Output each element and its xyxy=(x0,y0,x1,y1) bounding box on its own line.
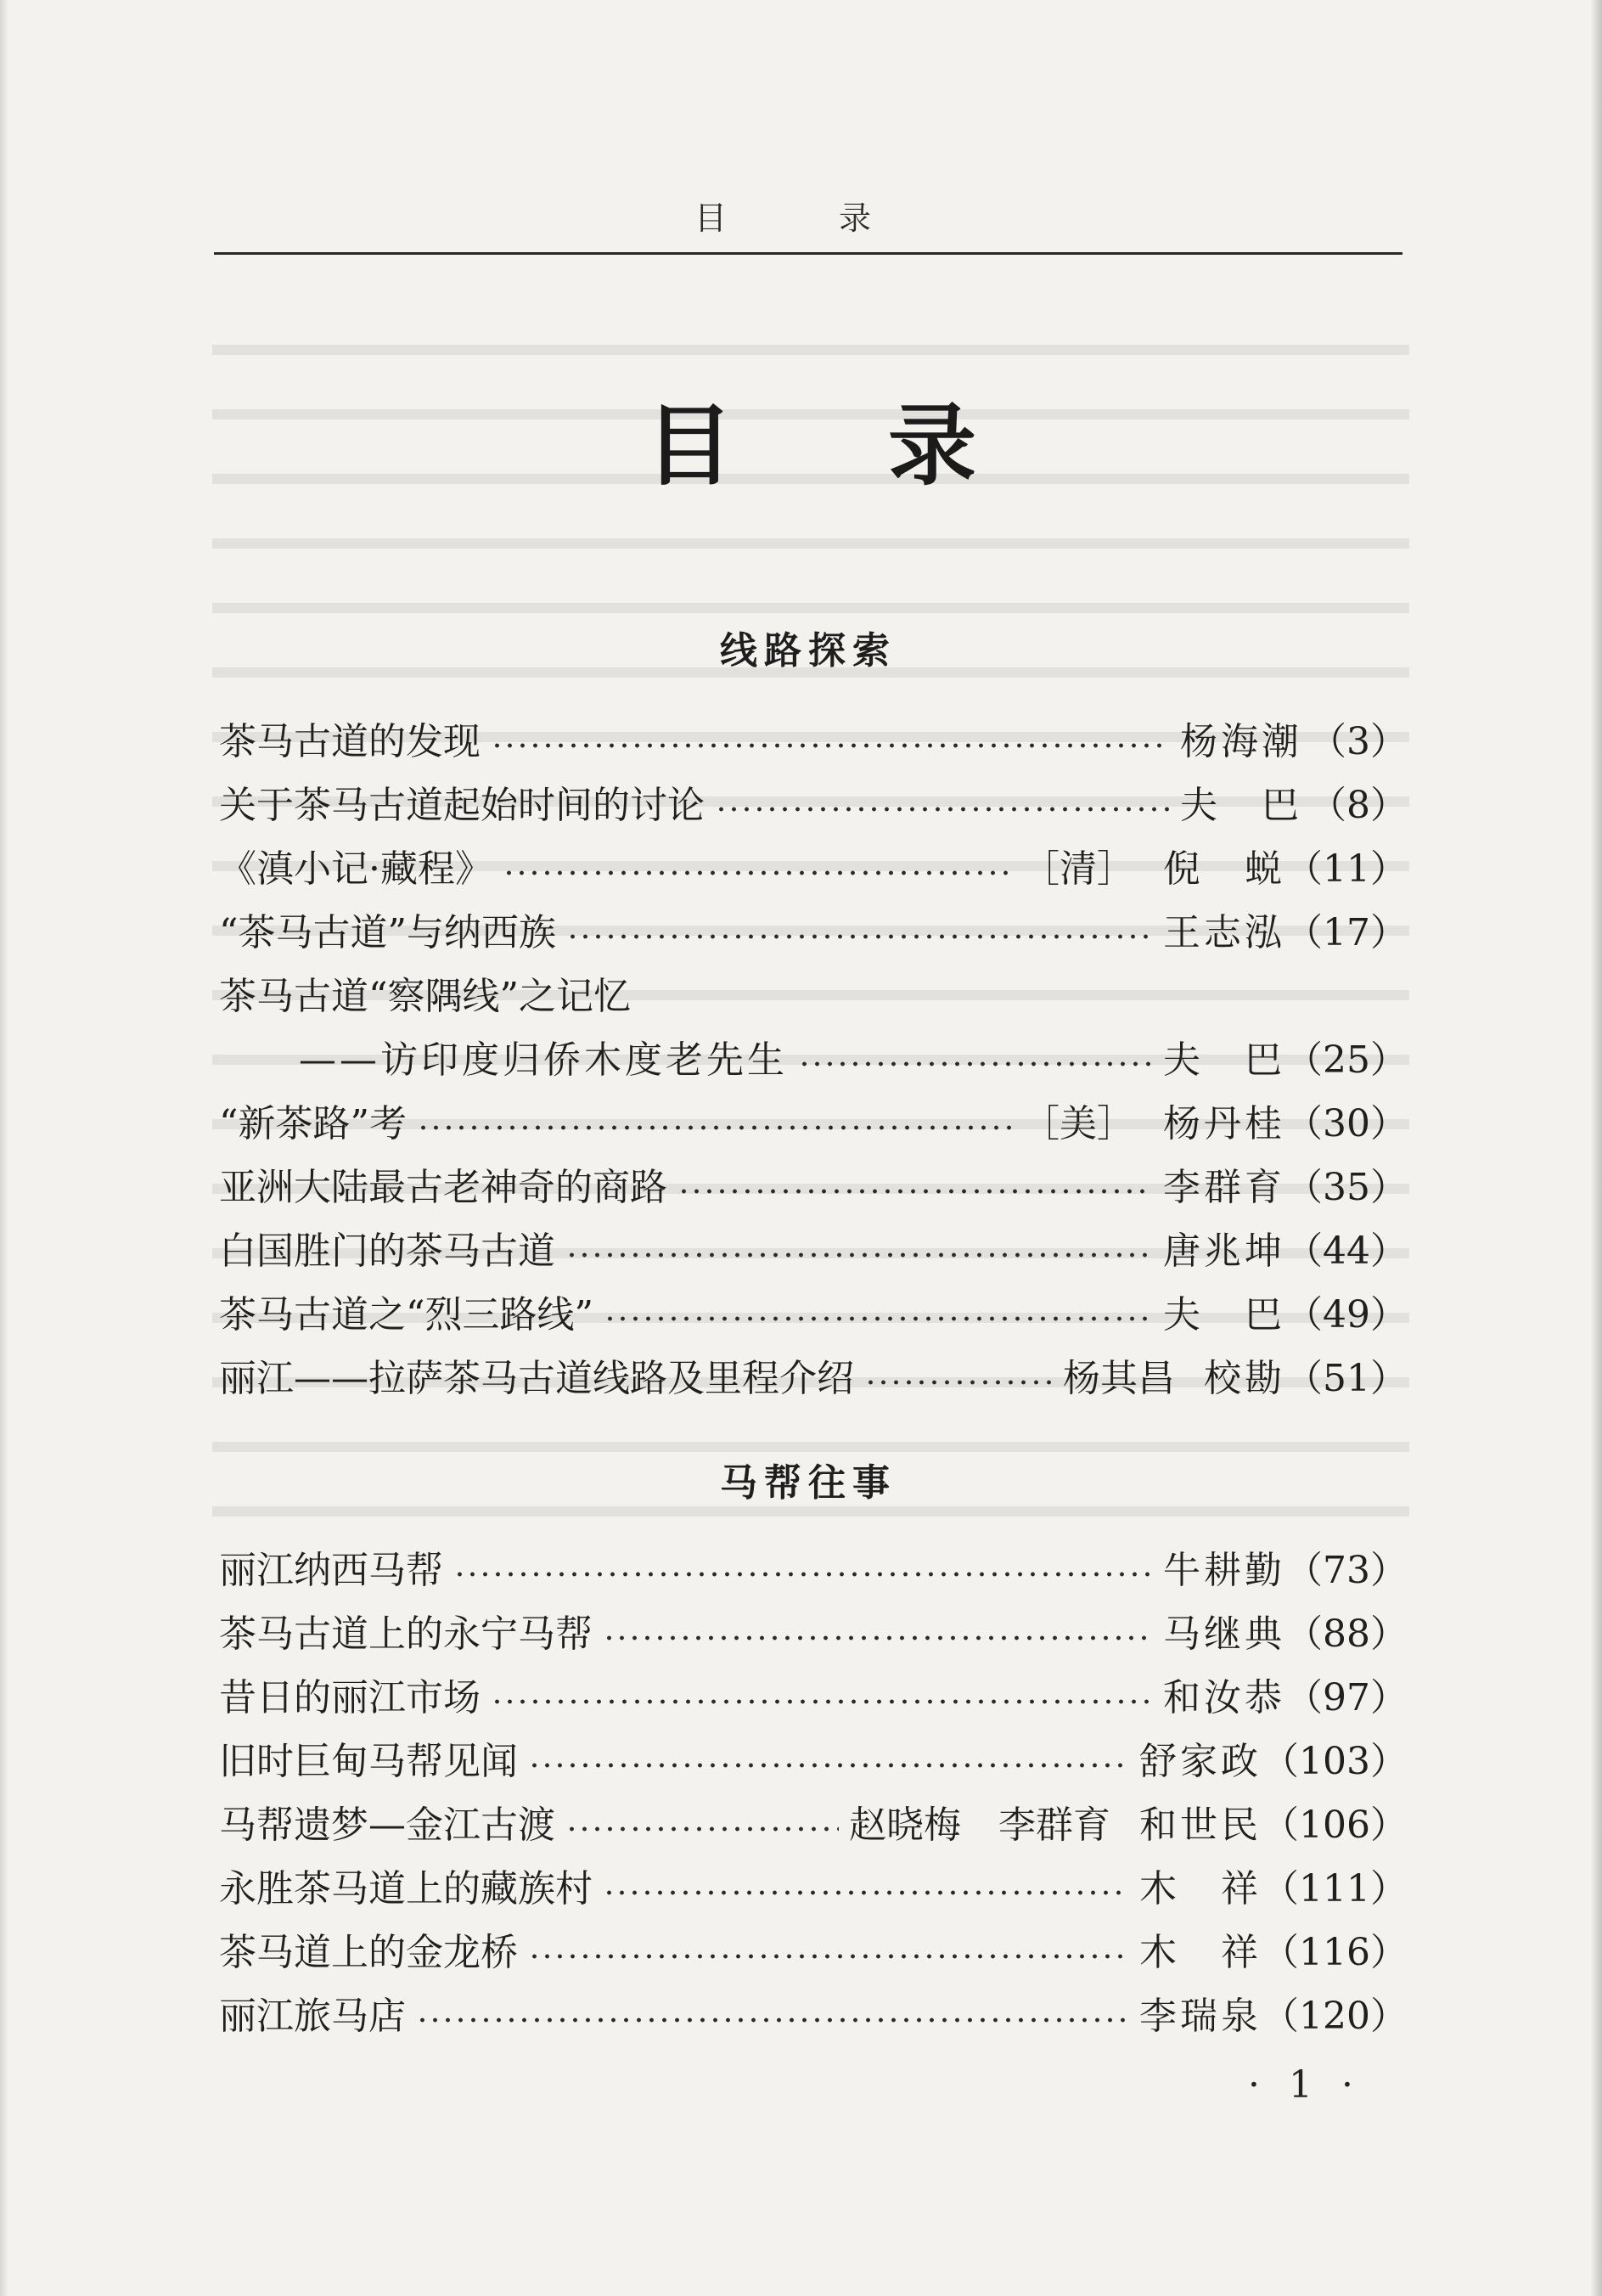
toc-entry-title: 茶马古道上的永宁马帮 xyxy=(219,1612,593,1656)
toc-entry-author: 夫 巴 xyxy=(1163,1038,1285,1082)
toc-entry-page: （120） xyxy=(1262,1995,1408,2038)
toc-entry-page: （103） xyxy=(1262,1740,1408,1783)
toc-entry-author: 舒家政 xyxy=(1139,1740,1262,1783)
toc-entry[interactable] xyxy=(219,1290,1408,1341)
dot-leader xyxy=(417,1119,1012,1136)
toc-entry-title: 关于茶马古道起始时间的讨论 xyxy=(219,784,705,827)
dot-leader xyxy=(453,1566,1153,1583)
toc-entry-author: 杨海潮 xyxy=(1180,720,1302,763)
toc-entry-page: （8） xyxy=(1309,784,1408,827)
scan-edge-left xyxy=(0,0,8,2296)
toc-entry-page: （106） xyxy=(1262,1804,1408,1847)
page-title-char-1: 目 xyxy=(645,394,734,498)
toc-entry-title: 白国胜门的茶马古道 xyxy=(219,1230,555,1273)
toc-entry-page: （51） xyxy=(1285,1357,1408,1400)
toc-entry-page: （17） xyxy=(1285,911,1408,954)
toc-entry-author: 唐兆坤 xyxy=(1163,1230,1285,1273)
dot-leader xyxy=(491,737,1170,754)
toc-entry[interactable] xyxy=(219,1162,1408,1213)
toc-entry-title: 亚洲大陆最古老神奇的商路 xyxy=(219,1166,667,1209)
toc-entry-author: 夫 巴 xyxy=(1180,784,1302,827)
toc-entry[interactable] xyxy=(219,1736,1408,1787)
toc-entry-author: 夫 巴 xyxy=(1163,1293,1285,1337)
toc-entry-title: 丽江旅马店 xyxy=(219,1995,406,2038)
toc-entry-title: 马帮遗梦—金江古渡 xyxy=(219,1804,555,1847)
dot-leader xyxy=(864,1374,1053,1391)
page-title xyxy=(645,394,976,498)
toc-entry[interactable] xyxy=(219,1991,1408,2042)
dot-leader xyxy=(566,928,1153,945)
toc-entry[interactable] xyxy=(219,717,1408,768)
toc-entry-title: “茶马古道”与纳西族 xyxy=(219,911,556,954)
dot-leader xyxy=(603,1629,1153,1646)
toc-entry-title: “新茶路”考 xyxy=(219,1102,407,1145)
dot-leader xyxy=(603,1884,1129,1901)
toc-entry-author: 杨其昌 xyxy=(1063,1357,1175,1400)
toc-entry-author: 木 祥 xyxy=(1139,1931,1262,1974)
toc-entry-title: 丽江纳西马帮 xyxy=(219,1549,443,1592)
toc-entry-page: （30） xyxy=(1285,1102,1408,1145)
toc-entry-page: （111） xyxy=(1262,1867,1408,1911)
running-head: 目 录 xyxy=(694,200,923,237)
header-rule xyxy=(214,252,1402,255)
toc-entry-page: （25） xyxy=(1285,1038,1408,1082)
toc-entry-title: 茶马古道之“烈三路线” xyxy=(219,1293,593,1337)
toc-entry-dynasty-tag: ［清］ xyxy=(1022,847,1134,891)
dot-leader xyxy=(416,2012,1129,2029)
toc-entry[interactable] xyxy=(219,1800,1408,1851)
page-title-char-2: 录 xyxy=(887,394,976,498)
toc-entry[interactable] xyxy=(219,1673,1408,1724)
toc-entry-title: 昔日的丽江市场 xyxy=(219,1676,481,1719)
toc-entry[interactable] xyxy=(219,1864,1408,1915)
toc-entry-title: 茶马古道的发现 xyxy=(219,720,481,763)
toc-entry-coauthors: 赵晓梅 李群育 xyxy=(849,1804,1111,1847)
toc-entry[interactable] xyxy=(219,1927,1408,1978)
toc-entry-author: 马继典 xyxy=(1163,1612,1285,1656)
toc-entry-author: 杨丹桂 xyxy=(1163,1102,1285,1145)
toc-entry-page: （11） xyxy=(1285,847,1408,891)
scan-edge-right xyxy=(1590,0,1602,2296)
toc-entry[interactable] xyxy=(219,1609,1408,1660)
toc-entry-page: （88） xyxy=(1285,1612,1408,1656)
toc-entry-author: 和汝恭 xyxy=(1163,1676,1285,1719)
toc-entry-author: 牛耕勤 xyxy=(1163,1549,1285,1592)
dot-leader xyxy=(528,1757,1129,1774)
toc-entry-subtitle[interactable] xyxy=(299,1035,1408,1086)
toc-entry-editor-role: 校勘 xyxy=(1204,1357,1285,1400)
toc-entry-heading xyxy=(219,971,1408,1022)
toc-entry-title: 永胜茶马道上的藏族村 xyxy=(219,1867,593,1911)
dot-leader xyxy=(715,801,1170,818)
toc-entry-page: （3） xyxy=(1309,720,1408,763)
dot-leader xyxy=(565,1246,1153,1263)
section-title-caravan-history: 马帮往事 xyxy=(720,1461,897,1505)
toc-entry-page: （44） xyxy=(1285,1230,1408,1273)
dot-leader xyxy=(565,1820,839,1837)
toc-entry[interactable] xyxy=(219,908,1408,959)
toc-entry-author: 李瑞泉 xyxy=(1139,1995,1262,2038)
page-number: · 1 · xyxy=(1248,2063,1362,2107)
dot-leader xyxy=(677,1183,1153,1200)
toc-entry-page: （97） xyxy=(1285,1676,1408,1719)
toc-entry[interactable] xyxy=(219,1545,1408,1596)
toc-entry-page: （116） xyxy=(1262,1931,1408,1974)
toc-entry[interactable] xyxy=(219,780,1408,831)
toc-entry-author: 倪 蜕 xyxy=(1163,847,1285,891)
toc-entry-author: 木 祥 xyxy=(1139,1867,1262,1911)
dot-leader xyxy=(528,1948,1129,1965)
toc-entry-title: 丽江——拉萨茶马古道线路及里程介绍 xyxy=(219,1357,854,1400)
toc-entry[interactable] xyxy=(219,1099,1408,1150)
toc-entry-title: 茶马古道“察隅线”之记忆 xyxy=(219,975,631,1018)
dot-leader xyxy=(604,1310,1153,1327)
toc-entry-author: 李群育 xyxy=(1163,1166,1285,1209)
toc-entry-author: 和世民 xyxy=(1139,1804,1262,1847)
dot-leader xyxy=(798,1055,1153,1072)
toc-entry-page: （73） xyxy=(1285,1549,1408,1592)
toc-entry-title: 旧时巨甸马帮见闻 xyxy=(219,1740,518,1783)
toc-entry-page: （49） xyxy=(1285,1293,1408,1337)
toc-entry-author: 王志泓 xyxy=(1163,911,1285,954)
toc-entry-title: 茶马道上的金龙桥 xyxy=(219,1931,518,1974)
toc-entry[interactable] xyxy=(219,844,1408,895)
section-title-route-exploration: 线路探索 xyxy=(720,629,897,672)
toc-entry-page: （35） xyxy=(1285,1166,1408,1209)
dot-leader xyxy=(503,864,1012,881)
toc-entry-nationality-tag: ［美］ xyxy=(1022,1102,1134,1145)
toc-entry[interactable] xyxy=(219,1353,1408,1404)
toc-entry[interactable] xyxy=(219,1226,1408,1277)
dot-leader xyxy=(491,1693,1153,1710)
toc-entry-title: ——访印度归侨木度老先生 xyxy=(299,1038,788,1082)
toc-entry-title: 《滇小记·藏程》 xyxy=(219,847,492,891)
